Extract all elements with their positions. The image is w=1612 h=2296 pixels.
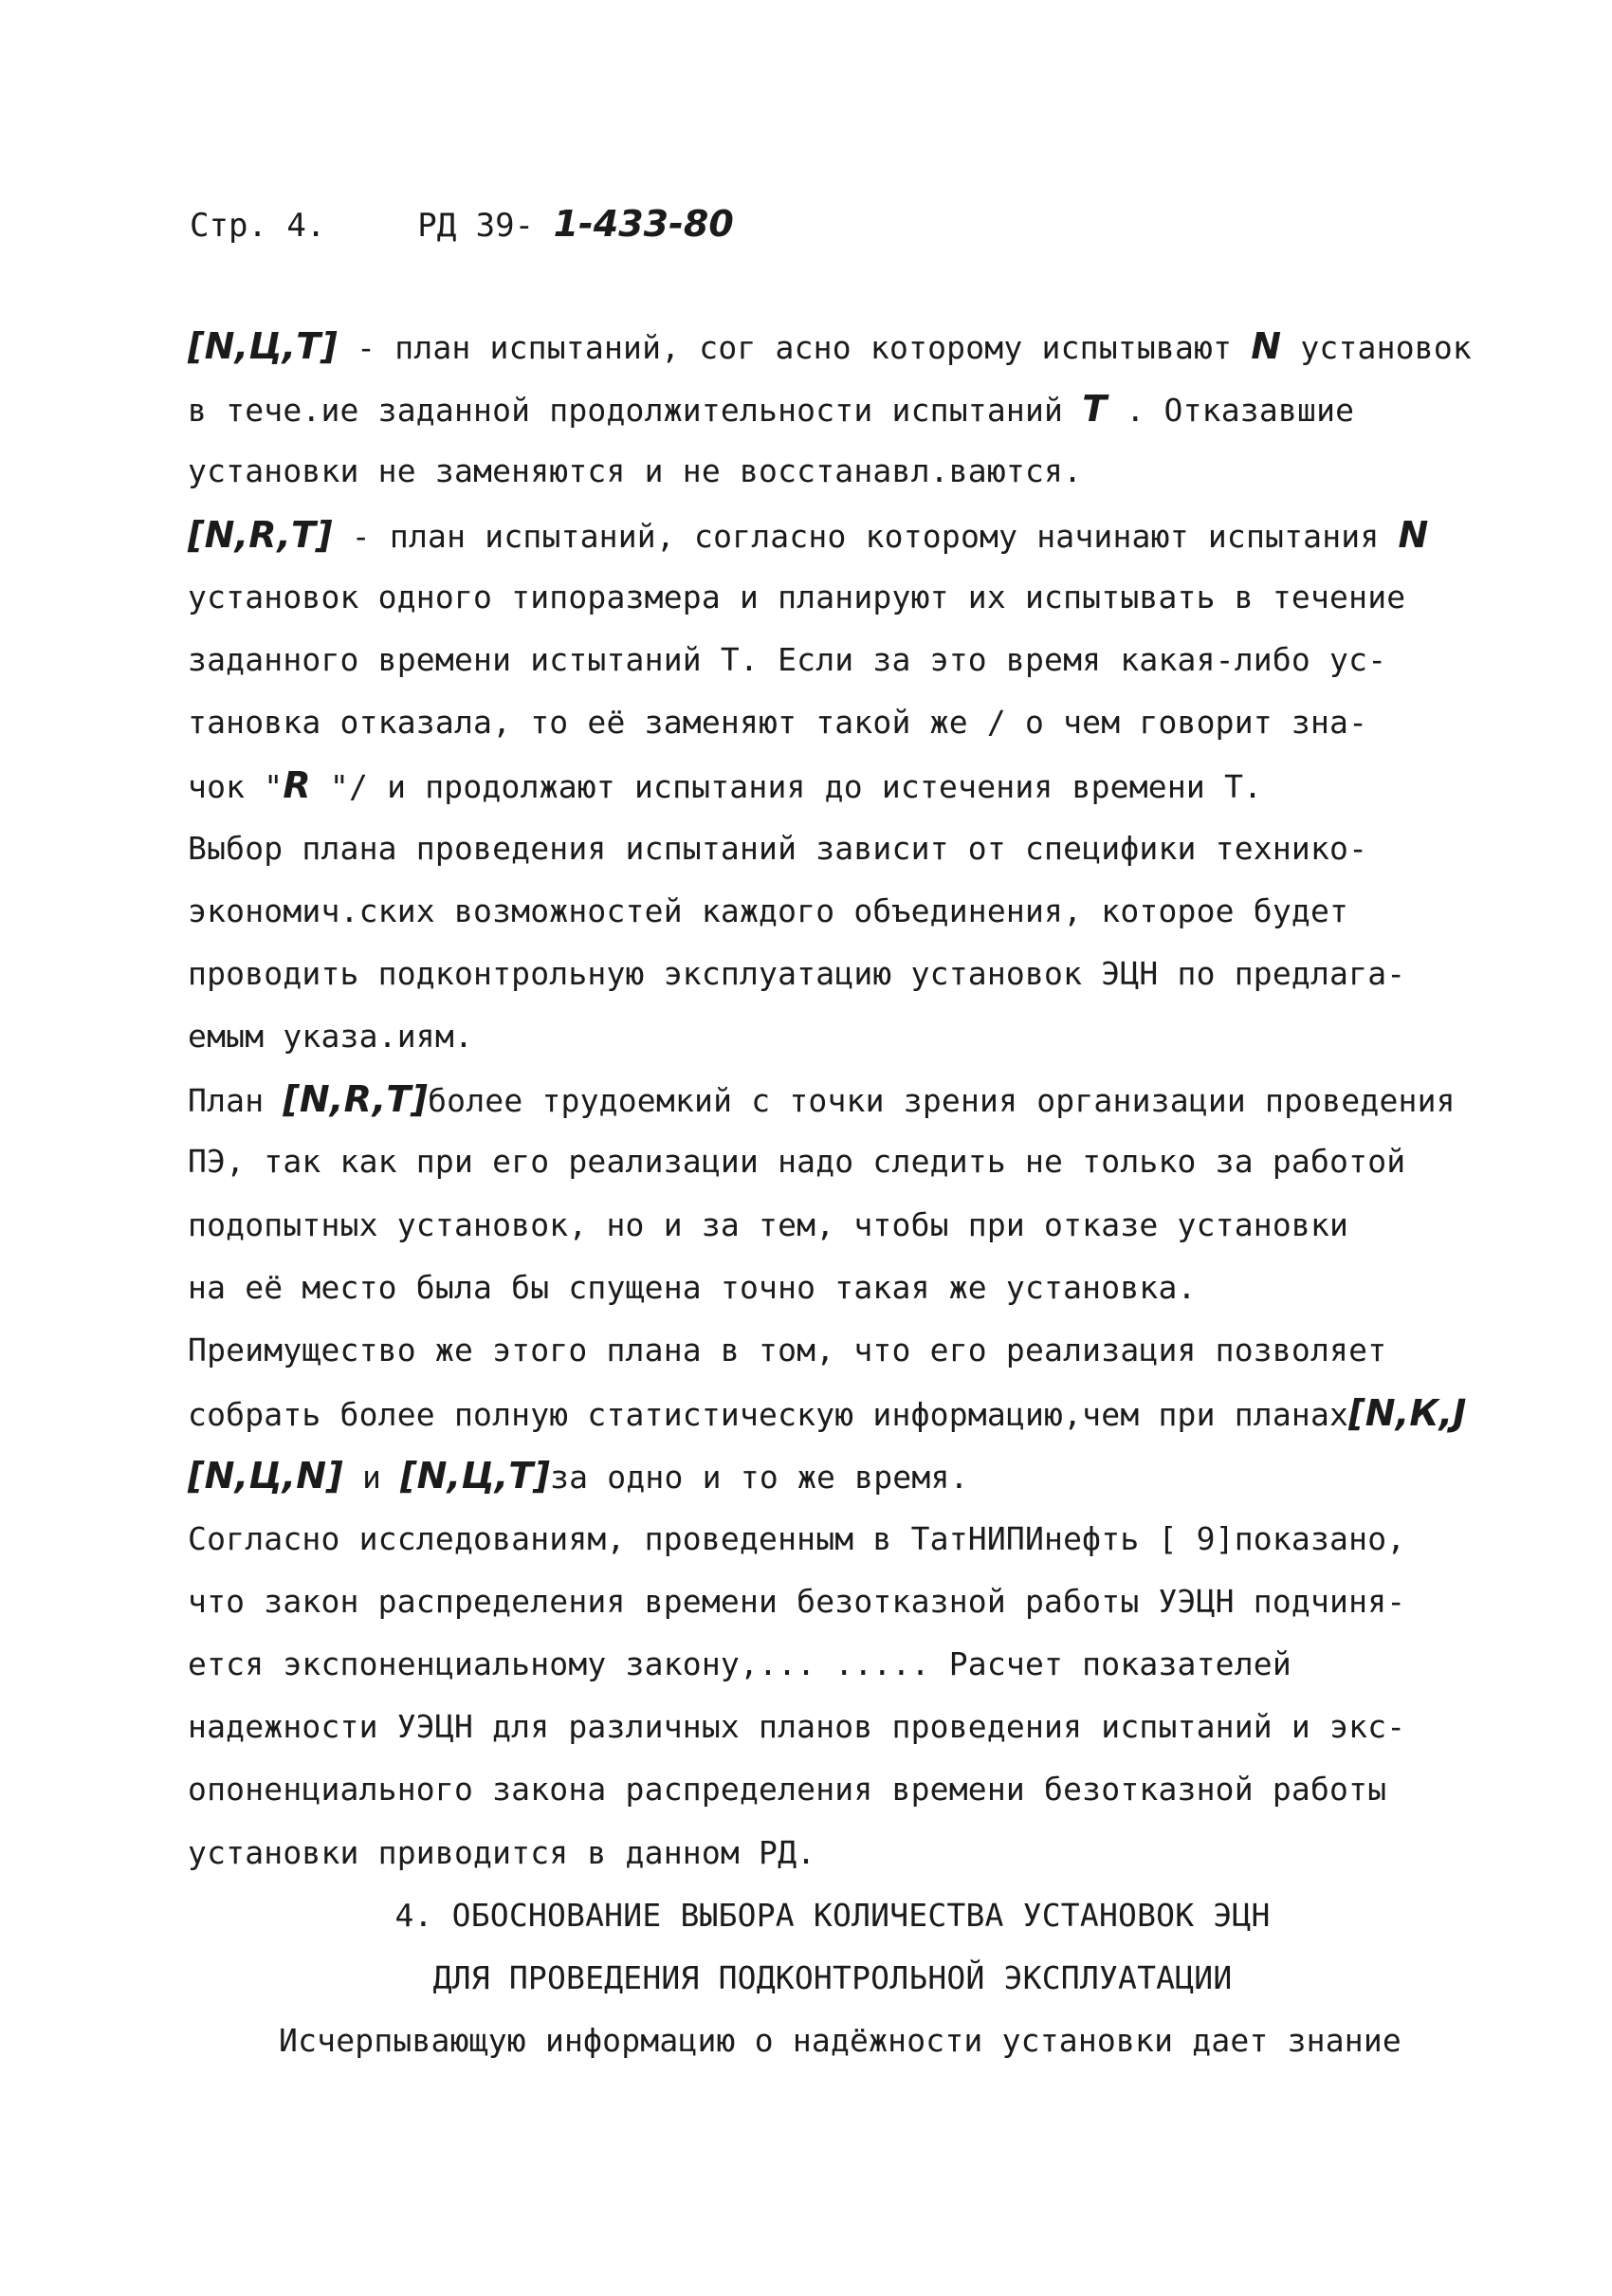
text-line: проводить подконтрольную эксплуатацию установок ЭЦН по предлага- bbox=[188, 954, 1406, 992]
text-line: надежности УЭЦН для различных планов проведения испытаний и экс- bbox=[188, 1708, 1406, 1746]
section-heading-line-2: ДЛЯ ПРОВЕДЕНИЯ ПОДКОНТРОЛЬНОЙ ЭКСПЛУАТАЦИИ bbox=[432, 1958, 1233, 1996]
text-line: [N,Ц,N] и [N,Ц,T]за одно и то же время. bbox=[188, 1455, 969, 1497]
section-heading-line-1: 4. ОБОСНОВАНИЕ ВЫБОРА КОЛИЧЕСТВА УСТАНОВОК ЭЦН bbox=[394, 1896, 1271, 1934]
plan-symbol: [N,Ц,T] bbox=[188, 325, 338, 367]
text-line: подопытных установок, но и за тем, чтобы при отказе установки bbox=[188, 1205, 1349, 1243]
plan-symbol: [N,Ц,T] bbox=[400, 1455, 551, 1497]
doc-number: 1-433-80 bbox=[553, 203, 734, 245]
body-text bbox=[188, 315, 1477, 2072]
text-line: ется экспоненциальному закону,... ..... Расчет показателей bbox=[188, 1644, 1291, 1682]
plan-symbol: [N,R,T] bbox=[283, 1078, 429, 1121]
handwritten-symbol: T bbox=[1082, 388, 1108, 431]
handwritten-symbol: N bbox=[1251, 325, 1282, 367]
text-line: емым указа.иям. bbox=[188, 1018, 474, 1056]
text-line: опоненциального закона распределения времени безотказной работы bbox=[188, 1771, 1387, 1809]
text-line: что закон распределения времени безотказной работы УЭЦН подчиня- bbox=[188, 1582, 1406, 1620]
text-line: [N,R,T] - план испытаний, согласно которому начинают испытания N bbox=[188, 513, 1429, 556]
text-line: установки приводится в данном РД. bbox=[188, 1833, 816, 1871]
plan-symbol: [N,Ц,N] bbox=[188, 1455, 343, 1497]
page-header bbox=[190, 203, 734, 245]
text-line: [N,Ц,T] - план испытаний, сог асно которому испытывают N установок bbox=[188, 325, 1472, 367]
handwritten-symbol: N bbox=[1398, 513, 1429, 556]
text-line: в тече.ие заданной продолжительности испытаний T . Отказавшие bbox=[188, 388, 1355, 431]
text-line: экономич.ских возможностей каждого объединения, которое будет bbox=[188, 891, 1349, 929]
plan-symbol: [N,К,J bbox=[1348, 1392, 1467, 1435]
text-line: собрать более полную статистическую информацию,чем при планах[N,К,J bbox=[188, 1392, 1467, 1435]
text-line: Выбор плана проведения испытаний зависит от специфики технико- bbox=[188, 829, 1368, 867]
handwritten-symbol: R bbox=[283, 764, 311, 807]
text-line: Согласно исследованиям, проведенным в ТатНИПИнефть [ 9]показано, bbox=[188, 1519, 1406, 1557]
text-line: установок одного типоразмера и планируют их испытывать в течение bbox=[188, 578, 1406, 615]
text-line: установки не заменяются и не восстанавл.ваются. bbox=[188, 452, 1083, 490]
doc-prefix: РД 39- bbox=[417, 207, 535, 245]
text-line: План [N,R,T]более трудоемкий с точки зрения организации проведения bbox=[188, 1078, 1456, 1121]
text-line: тановка отказала, то её заменяют такой же / о чем говорит зна- bbox=[188, 704, 1368, 742]
plan-symbol: [N,R,T] bbox=[188, 513, 333, 556]
text-line: Исчерпывающую информацию о надёжности установки дает знание bbox=[279, 2022, 1401, 2060]
text-line: Преимущество же этого плана в том, что его реализация позволяет bbox=[188, 1332, 1387, 1368]
text-line: чок "R "/ и продолжают испытания до истечения времени Т. bbox=[188, 764, 1263, 807]
text-line: заданного времени истытаний Т. Если за это время какая-либо ус- bbox=[188, 640, 1387, 678]
page-label: Стр. 4. bbox=[190, 207, 326, 245]
text-line: ПЭ, так как при его реализации надо следить не только за работой bbox=[188, 1143, 1406, 1181]
text-line: на её место была бы спущена точно такая же установка. bbox=[188, 1268, 1197, 1306]
